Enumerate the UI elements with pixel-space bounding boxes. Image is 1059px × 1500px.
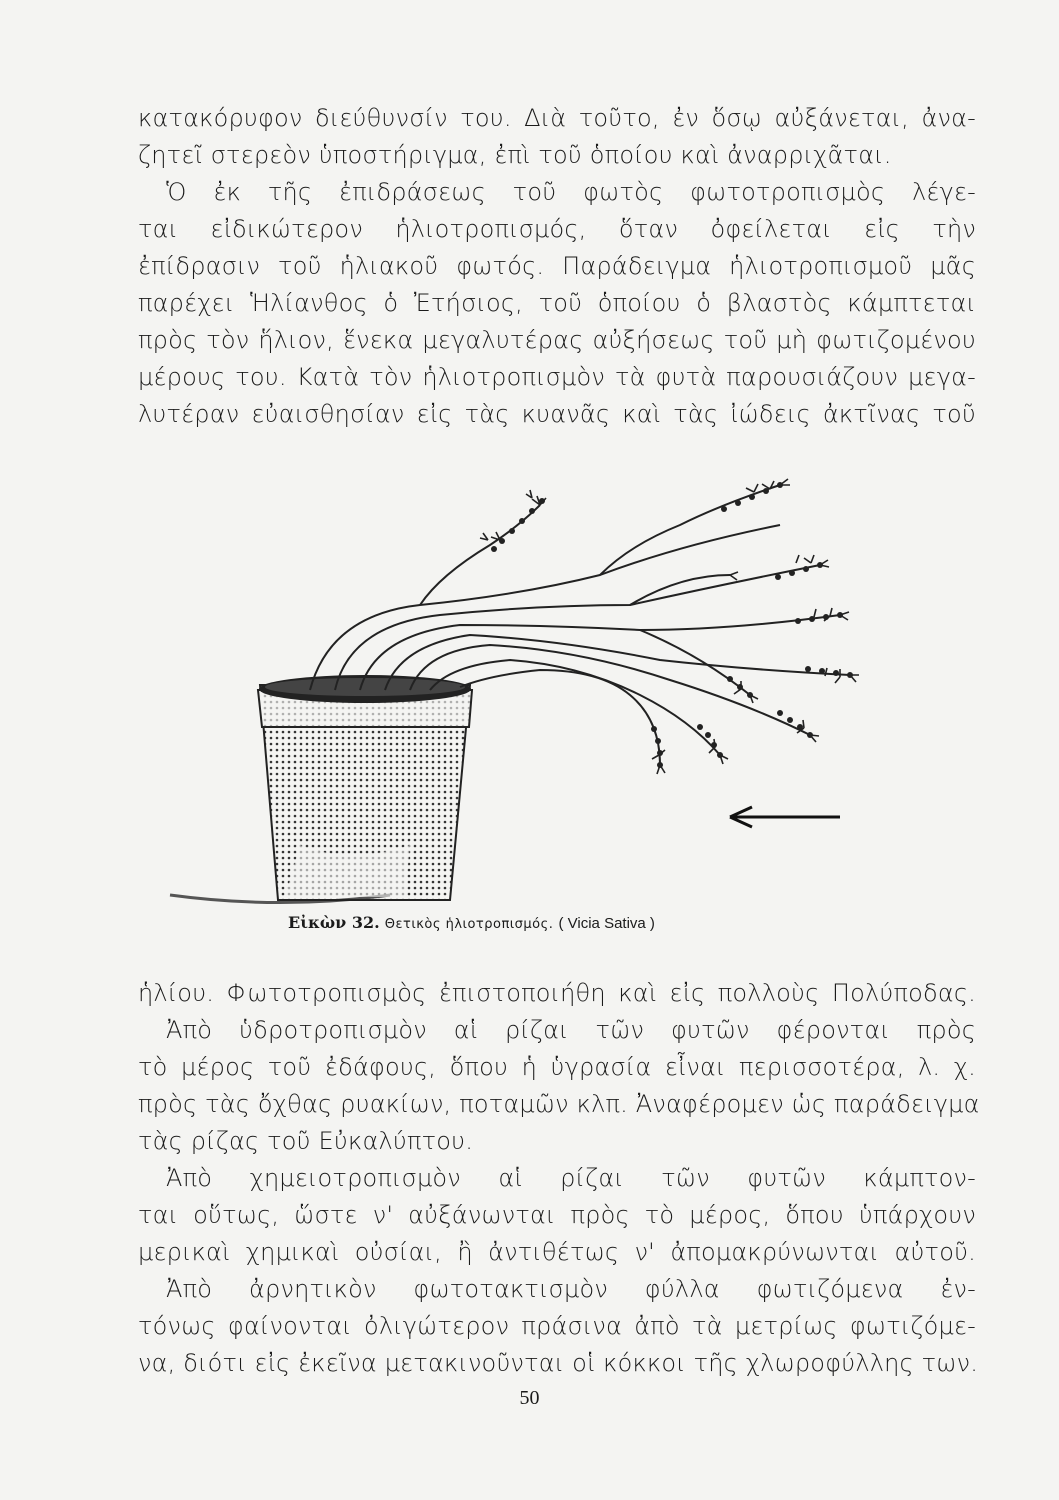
text-line: ται οὕτως, ὥστε ν' αὐξάνωνται πρὸς τὸ μέρος, ὅπου ὑπάρχουν — [138, 1201, 976, 1229]
figure-caption — [288, 913, 655, 932]
flower-pot-icon — [258, 675, 472, 900]
text-block-top — [138, 100, 976, 433]
text-line: παρέχει Ἡλίανθος ὁ Ἐτήσιος, τοῦ ὁποίου ὁ βλαστὸς κάμπτεται — [138, 289, 976, 317]
text-line: Ἀπὸ ὑδροτροπισμὸν αἱ ρίζαι τῶν φυτῶν φέρονται πρὸς — [166, 1016, 976, 1044]
text-line: να, διότι εἰς ἐκεῖνα μετακινοῦνται οἱ κόκκοι τῆς χλωροφύλλης των. — [138, 1349, 979, 1377]
text-line: Ἀπὸ χημειοτροπισμὸν αἱ ρίζαι τῶν φυτῶν κάμπτον- — [166, 1164, 976, 1192]
text-line: πρὸς τὸν ἥλιον, ἕνεκα μεγαλυτέρας αὐξήσεως τοῦ μὴ φωτιζομένου — [138, 326, 976, 354]
text-line: μέρους του. Κατὰ τὸν ἡλιοτροπισμὸν τὰ φυτὰ παρουσιάζουν μεγα- — [138, 363, 976, 391]
text-line: Ὁ ἐκ τῆς ἐπιδράσεως τοῦ φωτὸς φωτοτροπισμὸς λέγε- — [166, 178, 976, 206]
figure-description: Θετικὸς ἡλιοτροπισμός. — [384, 917, 554, 932]
text-line: τὰς ρίζας τοῦ Εὐκαλύπτου. — [138, 1127, 474, 1155]
text-line: κατακόρυφον διεύθυνσίν του. Διὰ τοῦτο, ἐν ὅσῳ αὐξάνεται, ἀνα- — [138, 104, 976, 132]
light-direction-arrow-icon — [730, 807, 840, 827]
text-line: Ἀπὸ ἀρνητικὸν φωτοτακτισμὸν φύλλα φωτιζόμενα ἐν- — [166, 1275, 976, 1303]
leaf-dots — [491, 482, 853, 768]
text-line: τόνως φαίνονται ὀλιγώτερον πράσινα ἀπὸ τὰ μετρίως φωτιζόμε- — [138, 1312, 976, 1340]
figure-label: Εἰκὼν 32. — [288, 913, 380, 932]
text-line: ζητεῖ στερεὸν ὑποστήριγμα, ἐπὶ τοῦ ὁποίου καὶ ἀναρριχᾶται. — [138, 141, 892, 169]
text-block-bottom — [138, 975, 980, 1382]
text-line: τὸ μέρος τοῦ ἐδάφους, ὅπου ἡ ὑγρασία εἶναι περισσοτέρα, λ. χ. — [138, 1053, 976, 1081]
text-line: ἡλίου. Φωτοτροπισμὸς ἐπιστοποιήθη καὶ εἰς πολλοὺς Πολύποδας. — [138, 979, 976, 1007]
text-line: μερικαὶ χημικαὶ οὐσίαι, ἢ ἀντιθέτως ν' ἀπομακρύνωνται αὐτοῦ. — [138, 1238, 976, 1266]
text-line: λυτέραν εὐαισθησίαν εἰς τὰς κυανᾶς καὶ τὰς ἰώδεις ἀκτῖνας τοῦ — [138, 400, 976, 428]
text-line: πρὸς τὰς ὄχθας ρυακίων, ποταμῶν κλπ. Ἀναφέρομεν ὡς παράδειγμα — [138, 1090, 980, 1118]
text-line: ἐπίδρασιν τοῦ ἡλιακοῦ φωτός. Παράδειγμα ἡλιοτροπισμοῦ μᾶς — [138, 252, 976, 280]
text-line: ται εἰδικώτερον ἡλιοτροπισμός, ὅταν ὀφείλεται εἰς τὴν — [138, 215, 976, 243]
page-number: 50 — [519, 1387, 540, 1409]
figure-species: ( Vicia Sativa ) — [558, 915, 655, 932]
plant-illustration — [160, 465, 900, 935]
